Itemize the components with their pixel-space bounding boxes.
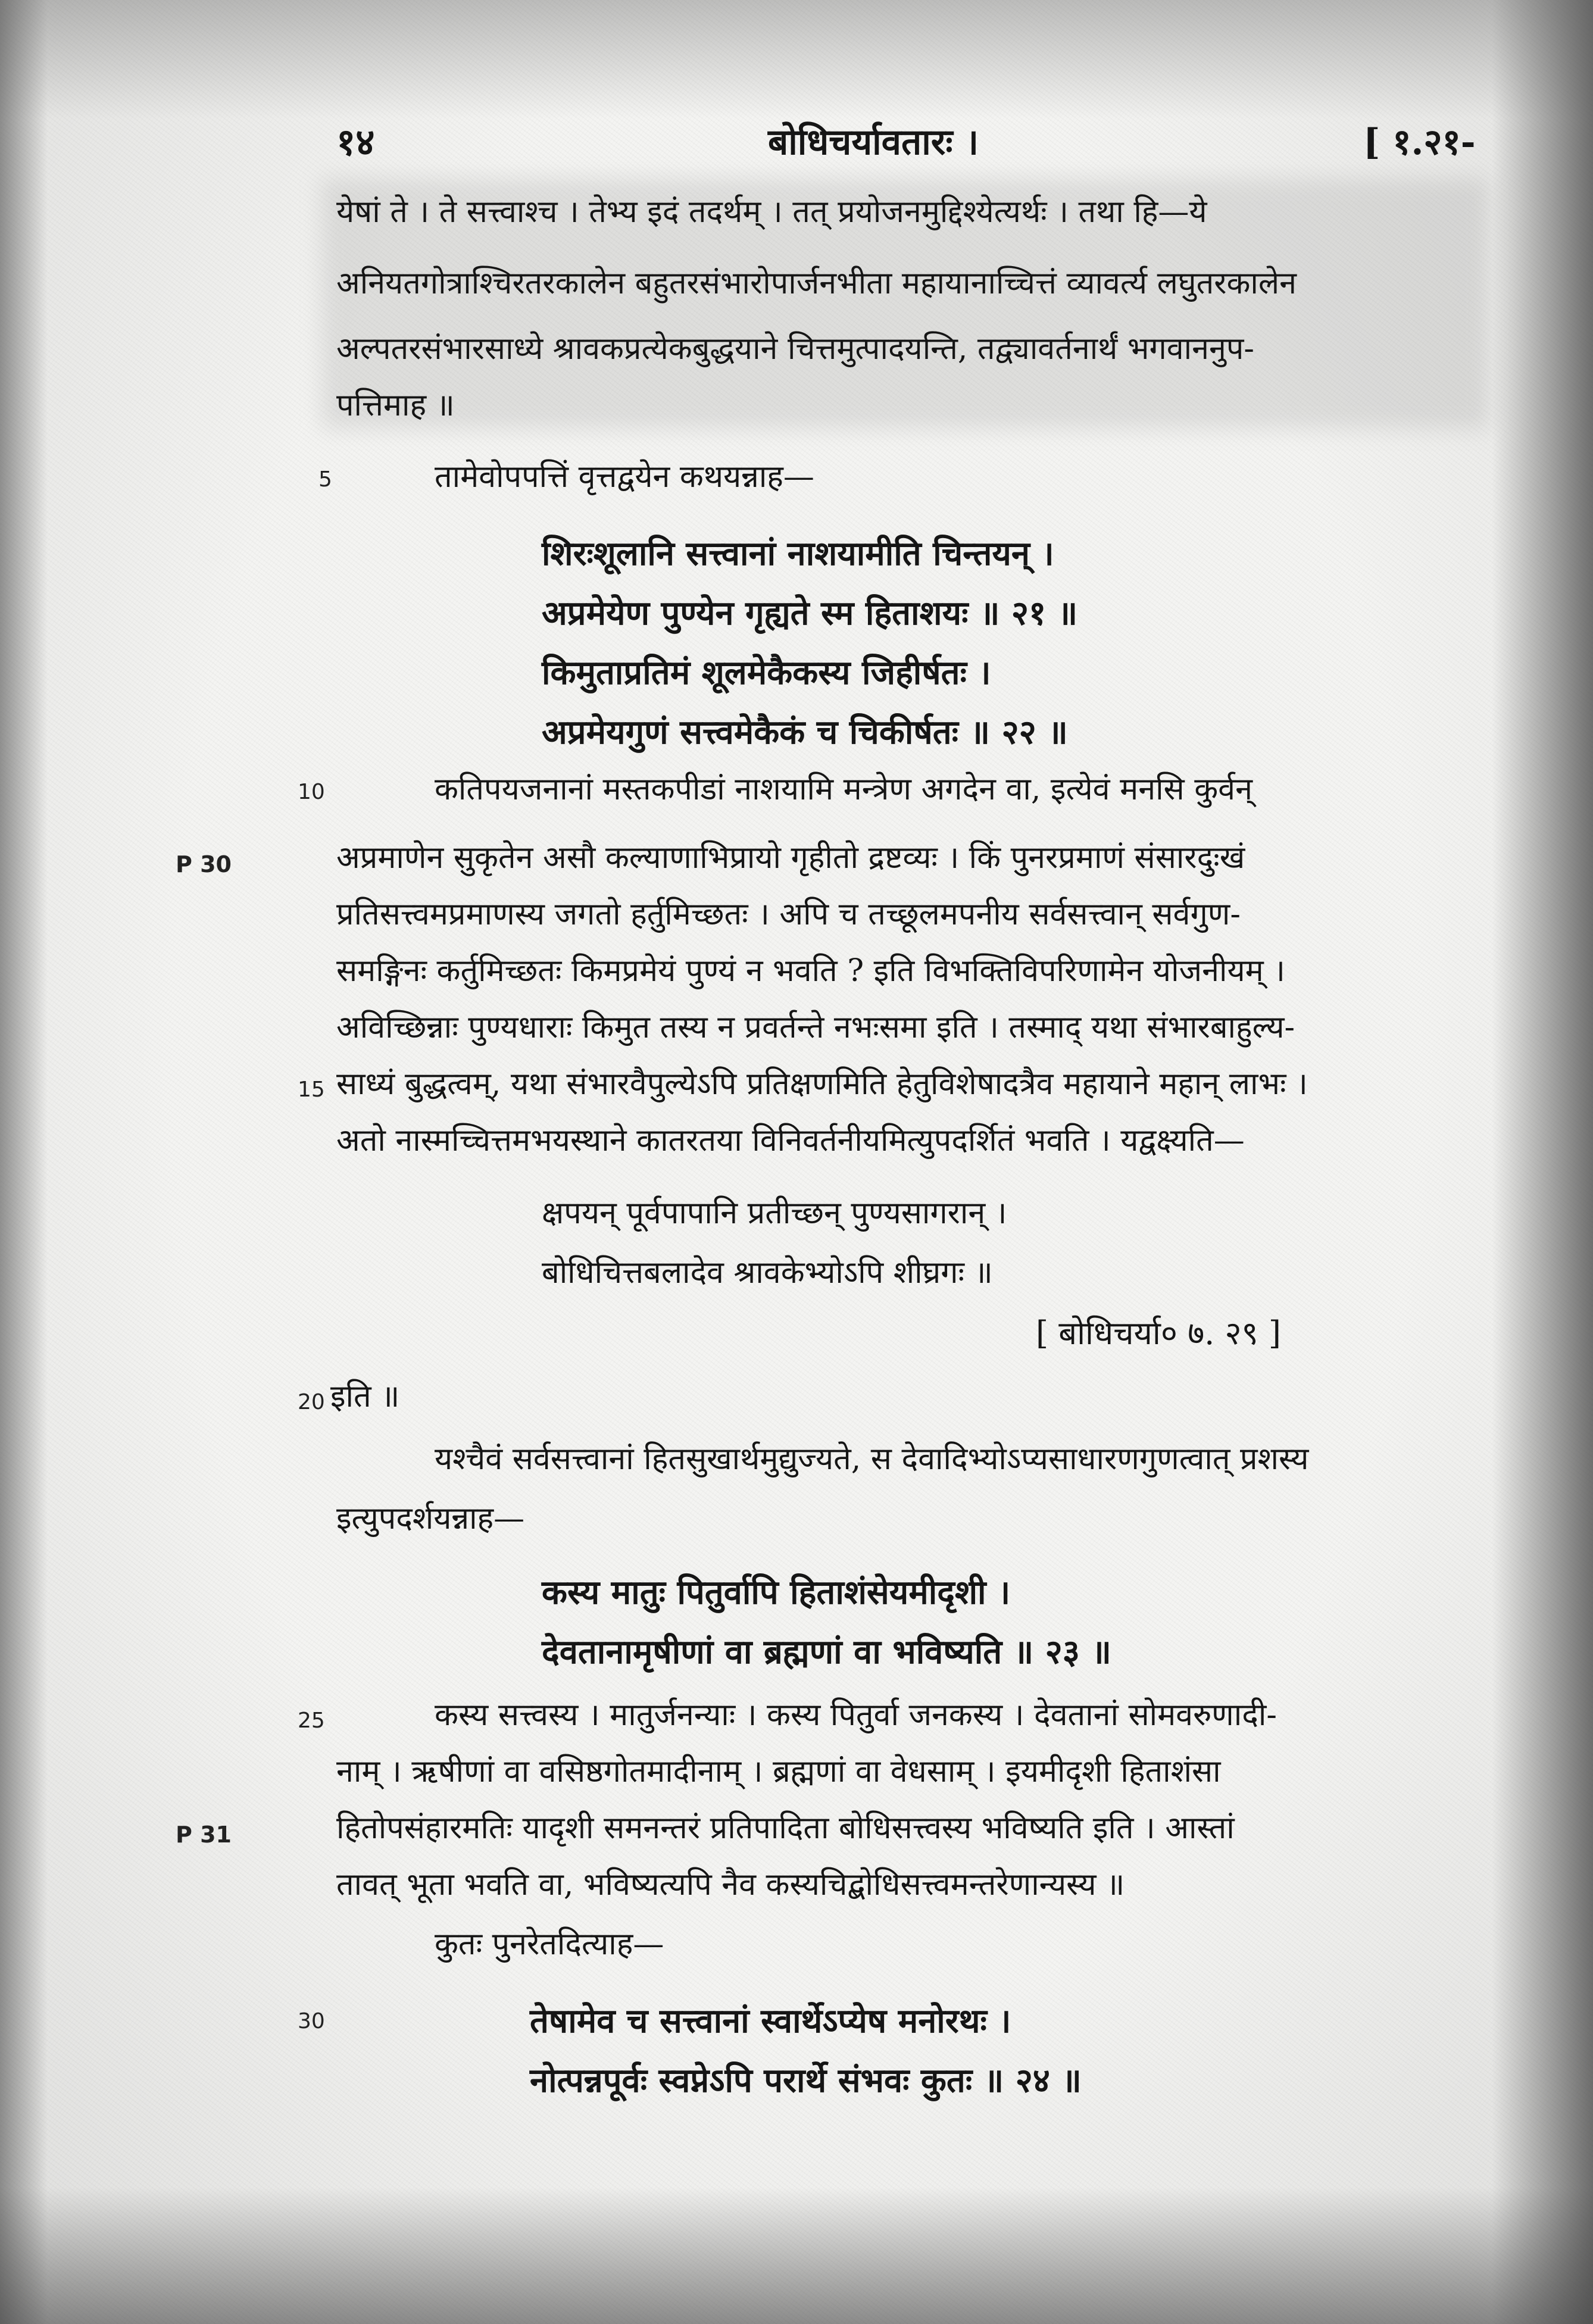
line-number: 20 <box>298 1390 325 1414</box>
verse-intro: तामेवोपपत्तिं वृत्तद्वयेन कथयन्नाह— <box>435 459 814 495</box>
page-ref: P 30 <box>176 851 232 877</box>
commentary-line: इति ॥ <box>330 1379 400 1414</box>
page-ref: P 31 <box>176 1822 232 1848</box>
citation: [ बोधिचर्या० ७. २९ ] <box>1036 1314 1281 1352</box>
commentary-line: साध्यं बुद्धत्वम्, यथा संभारवैपुल्येऽपि प्रतिक्षणमिति हेतुविशेषादत्रैव महायाने महान् लाभः । <box>336 1066 1308 1102</box>
verse-line: नोत्पन्नपूर्वः स्वप्नेऽपि परार्थे संभवः कुतः ॥ २४ ॥ <box>530 2061 1082 2100</box>
line-number: 10 <box>298 780 325 804</box>
quotation-line: क्षपयन् पूर्वपापानि प्रतीच्छन् पुण्यसागरान् । <box>542 1195 1007 1231</box>
commentary-line: अल्पतरसंभारसाध्ये श्रावकप्रत्येकबुद्धयाने चित्तमुत्पादयन्ति, तद्व्यावर्तनार्थं भगवाननुप- <box>336 331 1254 367</box>
verse-line: अप्रमेयेण पुण्येन गृह्यते स्म हिताशयः ॥ २१ ॥ <box>542 594 1078 633</box>
line-number: 15 <box>298 1077 325 1102</box>
running-title: बोधिचर्यावतारः । <box>768 121 979 163</box>
commentary-line: येषां ते । ते सत्त्वाश्च । तेभ्य इदं तदर्थम् । तत् प्रयोजनमुद्दिश्येत्यर्थः । तथा हि—ये <box>336 194 1207 230</box>
commentary-line: तावत् भूता भवति वा, भविष्यत्यपि नैव कस्यचिद्बोधिसत्त्वमन्तरेणान्यस्य ॥ <box>336 1867 1125 1903</box>
scan-top-edge <box>0 0 1593 119</box>
commentary-line: अतो नास्मच्चित्तमभयस्थाने कातरतया विनिवर्तनीयमित्युपदर्शितं भवति । यद्वक्ष्यति— <box>336 1123 1245 1158</box>
commentary-line: अविच्छिन्नाः पुण्यधाराः किमुत तस्य न प्रवर्तन्ते नभःसमा इति । तस्माद् यथा संभारबाहुल्य- <box>336 1010 1295 1045</box>
verse-line: अप्रमेयगुणं सत्त्वमेकैकं च चिकीर्षतः ॥ २२ ॥ <box>542 713 1068 752</box>
commentary-line: नाम् । ऋषीणां वा वसिष्ठगोतमादीनाम् । ब्रह्मणां वा वेधसाम् । इयमीदृशी हिताशंसा <box>336 1754 1221 1789</box>
commentary-line: यश्चैवं सर्वसत्त्वानां हितसुखार्थमुद्युज्यते, स देवादिभ्योऽप्यसाधारणगुणत्वात् प्रशस्य <box>435 1441 1309 1477</box>
commentary-line: पत्तिमाह ॥ <box>336 388 455 423</box>
commentary-line: समङ्गिनः कर्तुमिच्छतः किमप्रमेयं पुण्यं न भवति ? इति विभक्तिविपरिणामेन योजनीयम् । <box>336 953 1285 989</box>
commentary-line: प्रतिसत्त्वमप्रमाणस्य जगतो हर्तुमिच्छतः । अपि च तच्छूलमपनीय सर्वसत्त्वान् सर्वगुण- <box>336 897 1241 932</box>
commentary-line: अप्रमाणेन सुकृतेन असौ कल्याणाभिप्रायो गृहीतो द्रष्टव्यः । किं पुनरप्रमाणं संसारदुःखं <box>336 840 1245 876</box>
commentary-line: कस्य सत्त्वस्य । मातुर्जनन्याः । कस्य पितुर्वा जनकस्य । देवतानां सोमवरुणादी- <box>435 1697 1277 1733</box>
verse-line: तेषामेव च सत्त्वानां स्वार्थेऽप्येष मनोरथः । <box>530 2001 1011 2041</box>
verse-intro: इत्युपदर्शयन्नाह— <box>336 1501 525 1536</box>
line-number: 30 <box>298 2009 325 2034</box>
scan-right-edge <box>1492 0 1593 2324</box>
scan-left-edge <box>0 0 48 2324</box>
verse-line: कस्य मातुः पितुर्वापि हिताशंसेयमीदृशी । <box>542 1573 1011 1612</box>
scan-bottom-edge <box>0 2187 1593 2324</box>
verse-intro: कुतः पुनरेतदित्याह— <box>435 1926 664 1962</box>
commentary-line: अनियतगोत्राश्चिरतरकालेन बहुतरसंभारोपार्जनभीता महायानाच्चित्तं व्यावर्त्य लघुतरकालेन <box>336 265 1297 301</box>
line-number: 5 <box>318 467 332 492</box>
verse-reference: [ १.२१- <box>1363 121 1476 163</box>
quotation-line: बोधिचित्तबलादेव श्रावकेभ्योऽपि शीघ्रगः ॥ <box>542 1255 993 1291</box>
verse-line: देवतानामृषीणां वा ब्रह्मणां वा भविष्यति ॥ २३ ॥ <box>542 1632 1111 1672</box>
line-number: 25 <box>298 1708 325 1733</box>
commentary-line: हितोपसंहारमतिः यादृशी समनन्तरं प्रतिपादिता बोधिसत्त्वस्य भविष्यति इति । आस्तां <box>336 1810 1235 1846</box>
verse-line: किमुताप्रतिमं शूलमेकैकस्य जिहीर्षतः । <box>542 653 991 692</box>
verse-line: शिरःशूलानि सत्त्वानां नाशयामीति चिन्तयन् । <box>542 534 1054 573</box>
commentary-line: कतिपयजनानां मस्तकपीडां नाशयामि मन्त्रेण अगदेन वा, इत्येवं मनसि कुर्वन् <box>435 771 1252 807</box>
page-number: १४ <box>336 120 375 164</box>
